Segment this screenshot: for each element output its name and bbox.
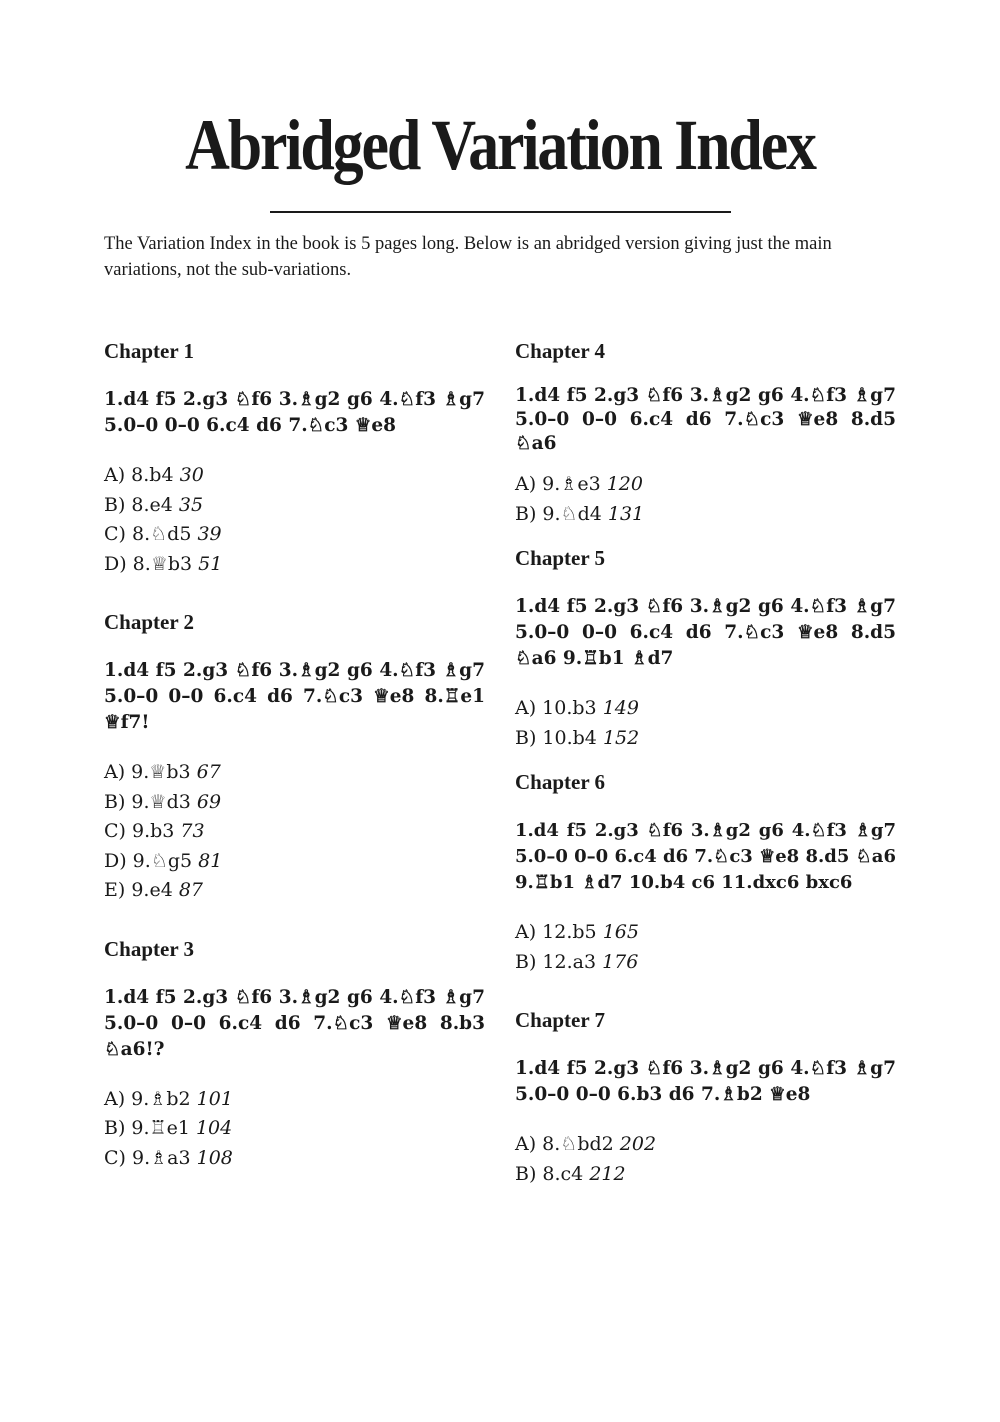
chapter-4 — [515, 336, 896, 529]
page-number: 30 — [179, 464, 204, 486]
chapter-title: Chapter 4 — [515, 339, 606, 363]
right-column — [515, 336, 896, 1189]
variation-move: B) 9.♕d3 — [104, 790, 191, 813]
main-line: 1.d4 f5 2.g3 ♘f6 3.♗g2 g6 4.♘f3 ♗g7 5.0–0 0–0 6.c4 d6 7.♘c3 ♕e8 8.d5 ♘a6 9.♖b1 ♗d7 10.b4 c6 11.dxc6 bxc6 — [515, 820, 896, 893]
main-line: 1.d4 f5 2.g3 ♘f6 3.♗g2 g6 4.♘f3 ♗g7 5.0–0 0–0 6.b3 d6 7.♗b2 ♕e8 — [515, 1058, 896, 1105]
variation-item — [515, 1160, 896, 1190]
variation-item — [104, 1114, 485, 1144]
variation-move: A) 12.b5 — [515, 921, 597, 943]
left-column — [104, 336, 485, 1173]
variation-item — [104, 847, 485, 877]
chapter-title: Chapter 1 — [104, 339, 195, 363]
variation-move: A) 9.♗e3 — [515, 473, 601, 495]
variation-item — [515, 500, 896, 530]
variation-item — [515, 948, 896, 978]
variation-list — [515, 470, 896, 529]
main-line: 1.d4 f5 2.g3 ♘f6 3.♗g2 g6 4.♘f3 ♗g7 5.0–0 0–0 6.c4 d6 7.♘c3 ♕e8 8.d5 ♘a6 9.♖b1 ♗d7 — [515, 596, 896, 669]
page-title: Abridged Variation Index — [185, 105, 815, 185]
variation-item — [104, 461, 485, 491]
variation-move: B) 8.c4 — [515, 1162, 584, 1185]
variation-item — [104, 876, 485, 906]
title-divider — [270, 211, 731, 213]
page-number: 152 — [602, 726, 640, 749]
page-number: 212 — [589, 1162, 626, 1185]
page-number: 149 — [602, 697, 639, 719]
variation-item — [515, 470, 896, 500]
variation-item — [515, 1130, 896, 1160]
main-line: 1.d4 f5 2.g3 ♘f6 3.♗g2 g6 4.♘f3 ♗g7 5.0–0 0–0 6.c4 d6 7.♘c3 ♕e8 8.b3 ♘a6!? — [104, 986, 485, 1060]
variation-move: A) 8.♘bd2 — [515, 1133, 614, 1155]
page-number: 101 — [196, 1087, 233, 1110]
chapter-title: Chapter 6 — [515, 770, 606, 794]
page-number: 51 — [198, 552, 223, 575]
variation-move: A) 9.♕b3 — [104, 761, 191, 783]
variation-list — [515, 918, 896, 977]
chapter-1 — [104, 336, 485, 579]
variation-item — [104, 1144, 485, 1174]
chapter-title: Chapter 2 — [104, 610, 195, 634]
page-number: 108 — [196, 1146, 233, 1169]
page-number: 131 — [607, 502, 645, 525]
page-number: 73 — [180, 820, 205, 842]
chapter-7 — [515, 1005, 896, 1189]
chapter-title: Chapter 3 — [104, 936, 195, 961]
chapter-title: Chapter 7 — [515, 1008, 606, 1032]
variation-move: D) 8.♕b3 — [104, 552, 193, 575]
variation-item — [104, 491, 485, 521]
variation-move: A) 10.b3 — [515, 697, 597, 719]
page-number: 202 — [619, 1133, 657, 1155]
variation-move: C) 8.♘d5 — [104, 523, 192, 545]
page-number: 87 — [178, 879, 204, 901]
variation-move: A) 8.b4 — [104, 464, 174, 486]
variation-list — [104, 758, 485, 906]
variation-move: B) 8.e4 — [104, 493, 173, 516]
variation-move: D) 9.♘g5 — [104, 849, 193, 872]
page-number: 67 — [196, 761, 221, 783]
variation-move: C) 9.♗a3 — [104, 1146, 191, 1169]
intro-paragraph: The Variation Index in the book is 5 pages long. Below is an abridged version giving just the main variations, not the sub-variations. — [104, 234, 832, 280]
variation-item — [515, 694, 896, 724]
variation-move: B) 9.♘d4 — [515, 502, 602, 525]
variation-item — [104, 758, 485, 788]
variation-list — [104, 1085, 485, 1174]
page-number: 165 — [602, 921, 639, 943]
variation-move: A) 9.♗b2 — [104, 1087, 191, 1110]
page-number: 176 — [602, 950, 639, 973]
variation-item — [104, 1085, 485, 1115]
page-number: 104 — [195, 1117, 233, 1139]
variation-list — [104, 461, 485, 579]
chapter-2 — [104, 607, 485, 906]
variation-item — [515, 918, 896, 948]
chapter-title: Chapter 5 — [515, 546, 606, 570]
page-number: 69 — [196, 790, 222, 813]
main-line: 1.d4 f5 2.g3 ♘f6 3.♗g2 g6 4.♘f3 ♗g7 5.0–0 0–0 6.c4 d6 7.♘c3 ♕e8 8.d5 ♘a6 — [515, 385, 896, 454]
variation-list — [515, 694, 896, 753]
main-line: 1.d4 f5 2.g3 ♘f6 3.♗g2 g6 4.♘f3 ♗g7 5.0–0 0–0 6.c4 d6 7.♘c3 ♕e8 — [104, 389, 485, 436]
page-number: 81 — [198, 849, 223, 872]
page-number: 39 — [197, 523, 222, 545]
chapter-6 — [515, 767, 896, 977]
variation-move: B) 12.a3 — [515, 950, 597, 973]
chapter-3 — [104, 934, 485, 1174]
variation-item — [104, 788, 485, 818]
page-number: 120 — [606, 473, 643, 495]
variation-list — [515, 1130, 896, 1189]
variation-move: C) 9.b3 — [104, 820, 175, 842]
variation-move: B) 9.♖e1 — [104, 1117, 190, 1139]
variation-item — [104, 520, 485, 550]
variation-move: B) 10.b4 — [515, 726, 597, 749]
variation-item — [104, 817, 485, 847]
chapter-5 — [515, 543, 896, 753]
page-number: 35 — [178, 493, 204, 516]
variation-item — [104, 550, 485, 580]
main-line: 1.d4 f5 2.g3 ♘f6 3.♗g2 g6 4.♘f3 ♗g7 5.0–0 0–0 6.c4 d6 7.♘c3 ♕e8 8.♖e1 ♕f7! — [104, 660, 485, 733]
variation-move: E) 9.e4 — [104, 879, 173, 901]
variation-item — [515, 724, 896, 754]
